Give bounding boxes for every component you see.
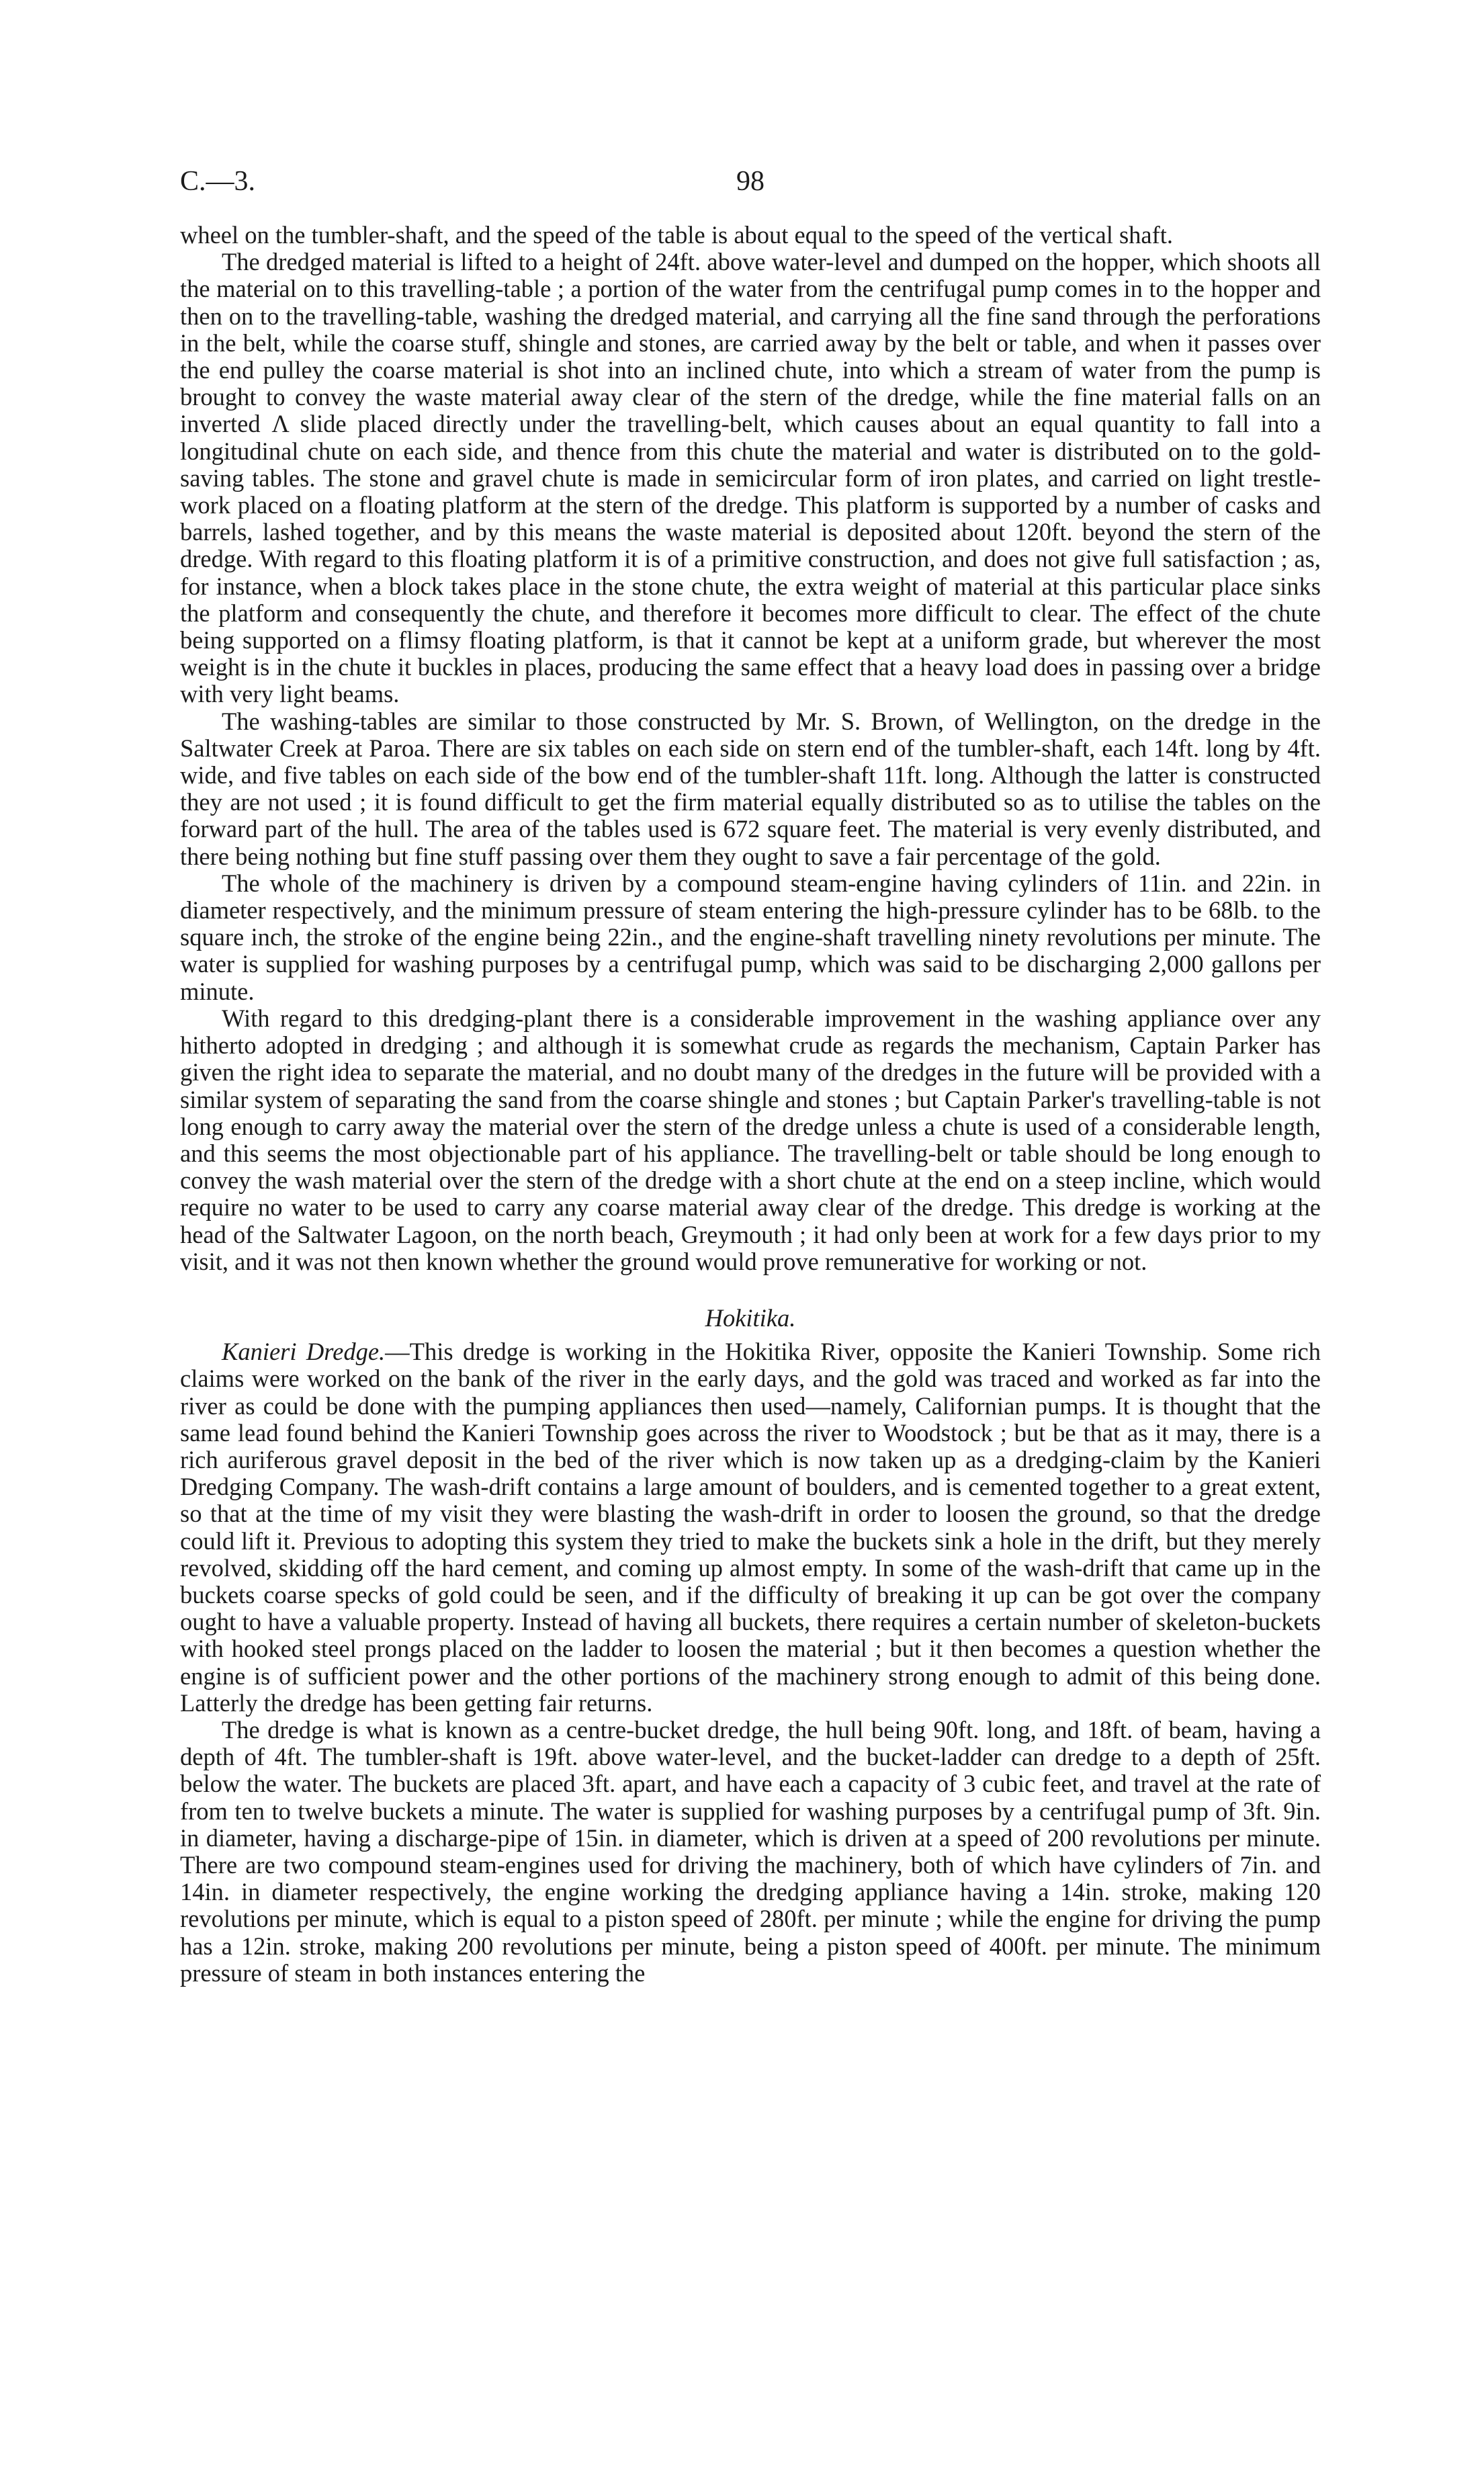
paragraph-centre-bucket-dredge: The dredge is what is known as a centre-bucket dredge, the hull being 90ft. long, and 18ft. of beam, having a depth of 4ft. The tumbler-shaft is 19ft. above water-level, and the bucket-ladder can dredge to a depth of 25ft. below the water. The buckets are placed 3ft. apart, and have each a capacity of 3 cubic feet, and travel at the rate of from ten to twelve buckets a minute. The water is supplied for washing purposes by a centrifugal pump of 3ft. 9in. in diameter, having a discharge-pipe of 15in. in diameter, which is driven at a speed of 200 revolutions per minute. There are two compound steam-engines used for driving the machinery, both of which have cylinders of 7in. and 14in. in diameter respectively, the engine working the dredging appliance having a 14in. stroke, making 120 revolutions per minute, which is equal to a piston speed of 280ft. per minute ; while the engine for driving the pump has a 12in. stroke, making 200 revolutions per minute, being a piston speed of 400ft. per minute. The minimum pressure of steam in both instances entering the — [180, 1715, 1321, 1987]
paragraph-dredging-plant: With regard to this dredging-plant there is a considerable improvement in the washing appliance over any hitherto adopted in dredging ; and although it is somewhat crude as regards the mechanism, Captain Parker has given the right idea to separate the material, and no doubt many of the dredges in the future will be provided with a similar system of separating the sand from the coarse shingle and stones ; but Captain Parker's travelling-table is not long enough to carry away the material over the stern of the dredge unless a chute is used of a considerable length, and this seems the most objectionable part of his appliance. The travelling-belt or table should be long enough to convey the wash material over the stern of the dredge with a short chute at the end on a steep incline, which would require no water to be used to carry any coarse material away clear of the dredge. This dredge is working at the head of the Saltwater Lagoon, on the north beach, Greymouth ; it had only been at work for a few days prior to my visit, and it was not then known whether the ground would prove remunerative for working or not. — [180, 1004, 1321, 1275]
paragraph-continued: wheel on the tumbler-shaft, and the speed of the table is about equal to the speed of the vertical shaft. — [180, 221, 1174, 249]
paragraph-washing-tables: The washing-tables are similar to those constructed by Mr. S. Brown, of Wellington, on the dredge in the Saltwater Creek at Paroa. There are six tables on each side on stern end of the tumbler-shaft, each 14ft. long by 4ft. wide, and five tables on each side of the bow end of the tumbler-shaft 11ft. long. Although the latter is constructed they are not used ; it is found difficult to get the firm material equally distributed so as to utilise the tables on the forward part of the hull. The area of the tables used is 672 square feet. The material is very evenly distributed, and there being nothing but fine stuff passing over them they ought to save a fair percentage of the gold. — [180, 707, 1321, 870]
paragraph-dredged-material: The dredged material is lifted to a height of 24ft. above water-level and dumped on the hopper, which shoots all the material on to this travelling-table ; a portion of the water from the centrifugal pump comes in to the hopper and then on to the travelling-table, washing the dredged material, and carrying all the fine sand through the perforations in the belt, while the coarse stuff, shingle and stones, are carried away by the belt or table, and when it passes over the end pulley the coarse material is shot into an inclined chute, into which a stream of water from the pump is brought to convey the waste material away clear of the stern of the dredge, while the fine material falls on an inverted Λ slide placed directly under the travelling-belt, which causes about an equal quantity to fall into a longitudinal chute on each side, and thence from this chute the material and water is distributed on to the gold-saving tables. The stone and gravel chute is made in semicircular form of iron plates, and carried on light trestle-work placed on a floating platform at the stern of the dredge. This platform is supported by a number of casks and barrels, lashed together, and by this means the waste material is deposited about 120ft. beyond the stern of the dredge. With regard to this floating platform it is of a primitive construction, and does not give full satisfaction ; as, for instance, when a block takes place in the stone chute, the extra weight of material at this particular place sinks the platform and consequently the chute, and therefore it becomes more difficult to clear. The effect of the chute being supported on a flimsy floating platform, is that it cannot be kept at a uniform grade, but wherever the most weight is in the chute it buckles in places, producing the same effect that a heavy load does in passing over a bridge with very light beams. — [180, 248, 1321, 708]
kanieri-dredge-text: —This dredge is working in the Hokitika River, opposite the Kanieri Township. Some rich claims were worked on the bank of the river in the early days, and the gold was traced and worked as far into the river as could be done with the pumping appliances then used—namely, Californian pumps. It is thought that the same lead found behind the Kanieri Township goes across the river to Woodstock ; but be that as it may, there is a rich auriferous gravel deposit in the bed of the river which is now taken up as a dredging-claim by the Kanieri Dredging Company. The wash-drift contains a large amount of boulders, and is cemented together to a great extent, so that at the time of my visit they were blasting the wash-drift in order to loosen the ground, so that the dredge could lift it. Previous to adopting this system they tried to make the buckets sink a hole in the drift, but they merely revolved, skidding off the hard cement, and coming up almost empty. In some of the wash-drift that came up in the buckets coarse specks of gold could be seen, and if the difficulty of breaking it up can be got over the company ought to have a valuable property. Instead of having all buckets, there requires a certain number of skeleton-buckets with hooked steel prongs placed on the ladder to loosen the material ; but it then becomes a question whether the engine is of sufficient power and the other portions of the machinery strong enough to admit of this being done. Latterly the dredge has been getting fair returns. — [180, 1338, 1321, 1717]
kanieri-dredge-title: Kanieri Dredge. — [222, 1338, 386, 1366]
paragraph-kanieri-dredge — [180, 1338, 1321, 1717]
paragraph-machinery: The whole of the machinery is driven by a compound steam-engine having cylinders of 11in. and 22in. in diameter respectively, and the minimum pressure of steam entering the high-pressure cylinder has to be 68lb. to the square inch, the stroke of the engine being 22in., and the engine-shaft travelling ninety revolutions per minute. The water is supplied for washing purposes by a centrifugal pump, which was said to be discharging 2,000 gallons per minute. — [180, 869, 1321, 1005]
body-text — [180, 222, 1321, 1987]
document-reference: C.—3. — [180, 166, 256, 197]
page-number: 98 — [736, 166, 765, 197]
page-header — [180, 161, 1321, 202]
section-heading: Hokitika. — [705, 1303, 796, 1332]
